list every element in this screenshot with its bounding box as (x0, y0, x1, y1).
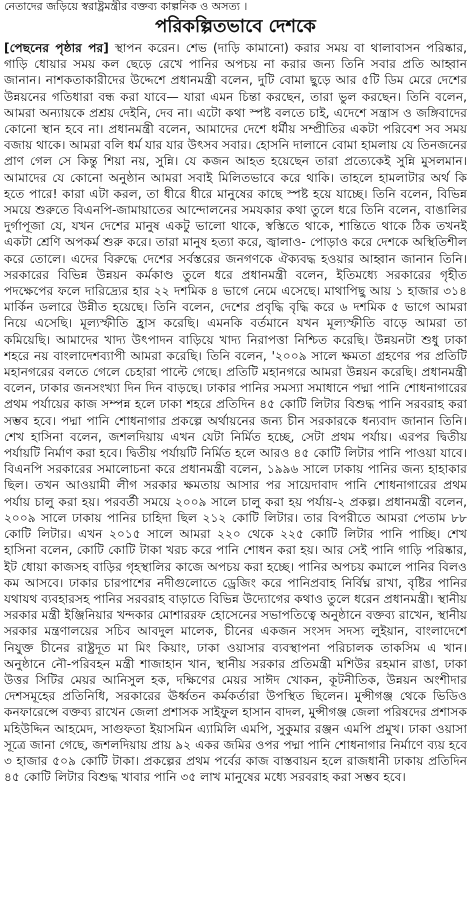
continued-from-label: [পেছনের পৃষ্ঠার পর] (4, 41, 109, 55)
previous-article-tail: নেতাদের জড়িয়ে স্বরাষ্ট্রমন্ত্রীর বক্তব্য কাল্পনিক ও অসত্য । (4, 0, 248, 13)
article-headline: পরিকল্পিতভাবে দেশকে (155, 16, 316, 37)
article-body (4, 40, 467, 913)
article-paragraph (4, 40, 467, 785)
article-text: স্থাপন করেন। শেভ (দাড়ি কামানো) করার সময় বা থালাবাসন পরিষ্কার, গাড়ি ধোয়ার সময় কল ছেড়ে রেখে পানির অপচয় না করার জন্য তিনি সবার প্রতি আহ্বান জানান। নাশকতাকারীদের উদ্দেশে প্রধানমন্ত্রী বলেন, দুটি বোমা ছুড়ে আর ৫টি ডিম মেরে দেশের উন্নয়নের গতিধারা বন্ধ করা যাবে— যারা এমন চিন্তা করছেন, তারা ভুল করছেন। তিনি বলেন, আমরা অন্যায়কে প্রশ্রয় দেইনি, দেব না। এটো কথা স্পষ্ট বলতে চাই, এদেশে সন্ত্রাস ও জঙ্গিবাদের কোনো স্থান হবে না। প্রধানমন্ত্রী বলেন, আমাদের দেশে ধর্মীয় সম্প্রীতির একটা পরিবেশ সব সময় বজায় থাকে। আমরা বলি ধর্ম যার যার উৎসব সবার। হোসনি দালানে বোমা হামলায় যে তিনজনের প্রাণ গেল সে কিন্তু শিয়া নয়, সুন্নি। যে কজন আহত হয়েছেন তারা প্রত্যেকেই সুন্নি মুসলমান। আমাদের যে কোনো অনুষ্ঠান আমরা সবাই মিলিতভাবে করে থাকি। তাহলে হামলাটার অর্থ কি হতে পারে! কারা এটা করল, তা ধীরে ধীরে মানুষের কাছে স্পষ্ট হয়ে যাচ্ছে। তিনি বলেন, বিভিন্ন সময়ে শুরুতে বিএনপি-জামায়াতের আন্দোলনের সমযকার কথা তুলে ধরে তিনি বলেন, বাঙালির দুর্গাপূজা যে, যখন দেশের মানুষ একটু ভালো থাকে, স্বস্তিতে থাকে, শান্তিতে থাকে ঠিক তখনই একটা শ্রেণি অপকর্ম শুরু করে। তারা মানুষ হত্যা করে, জ্বালাও- পোড়াও করে দেশকে অস্থিতিশীল করে তোলে। এদের বিরুদ্ধে দেশের সর্বস্তরের জনগণকে ঐক্যবদ্ধ হওয়ার আহ্বান জানান তিনি। সরকারের বিভিন্ন উন্নয়ন কর্মকাণ্ড তুলে ধরে প্রধানমন্ত্রী বলেন, ইতিমধ্যে সরকারের গৃহীত পদক্ষেপের ফলে দারিদ্র্যের হার ২২ দশমিক ৪ ভাগে নেমে এসেছে। মাথাপিছু আয় ১ হাজার ৩১৪ মার্কিন ডলারে উন্নীত হয়েছে। তিনি বলেন, দেশের প্রবৃদ্ধি বৃদ্ধি করে ৬ দশমিক ৫ ভাগে আমরা নিয়ে এসেছি। মূল্যস্ফীতি হ্রাস করেছি। এমনকি বর্তমানে যখন মূল্যস্ফীতি বাড়ে আমরা তা কমিয়েছি। আমাদের খাদ্য উৎপাদন বাড়িয়ে খাদ্য নিরাপত্তা নিশ্চিত করেছি। উন্নয়নটা শুধু ঢাকা শহরে নয় বাংলাদেশব্যাপী আমরা করেছি। তিনি বলেন, '২০০৯ সালে ক্ষমতা গ্রহণের পর প্রতিটি মহানগরের বলতে গেলে চেহারা পাল্টে গেছে। প্রতিটি মহানগরে আমরা উন্নয়ন করেছি। প্রধানমন্ত্রী বলেন, ঢাকার জনসংখ্যা দিন দিন বাড়ছে। ঢাকার পানির সমস্যা সমাধানে পদ্মা পানি শোধনাগারের প্রথম পর্যায়ের কাজ সম্পন্ন হলে ঢাকা শহরে প্রতিদিন ৪৫ কোটি লিটার বিশুদ্ধ পানি সরবরাহ করা সম্ভব হবে। পদ্মা পানি শোধনাগার প্রকল্পে অর্থায়নের জন্য চীন সরকারকে ধন্যবাদ জানান তিনি। শেখ হাসিনা বলেন, জশলদিয়ায় এখন যেটা নির্মিত হচ্ছে, সেটা প্রথম পর্যায়। এরপর দ্বিতীয় পর্যায়টি নির্মাণ করা হবে। দ্বিতীয় পর্যায়টি নির্মিত হলে আরও ৪৫ কোটি লিটার পানি পাওয়া যাবে। বিএনপি সরকারের সমালোচনা করে প্রধানমন্ত্রী বলেন, ১৯৯৬ সালে ঢাকায় পানির জন্য হাহাকার ছিল। তখন আওয়ামী লীগ সরকার ক্ষমতায় আসার পর সায়েদাবাদ পানি শোধনাগারের প্রথম পর্যায় চালু করা হয়। পরবর্তী সময়ে ২০০৯ সালে চালু করা হয় পর্যায়-২ প্রকল্প। প্রধানমন্ত্রী বলেন, ২০০৯ সালে ঢাকায় পানির চাহিদা ছিল ২১২ কোটি লিটার। তার বিপরীতে আমরা পেতাম ৮৮ কোটি লিটার। এখন ২০১৫ সালে আমরা ২২০ থেকে ২২৫ কোটি লিটার পানি পাচ্ছি। শেখ হাসিনা বলেন, কোটি কোটি টাকা খরচ করে পানি শোধন করা হয়। আর সেই পানি গাড়ি পরিষ্কার, ইট ধোয়া কাজসহ বাড়ির গৃহস্থালির কাজে অপচয় করা হচ্ছে। পানির অপচয় কমালে পানির বিলও কম আসবে। ঢাকার চারপাশের নদীগুলোতে ড্রেজিং করে পানিপ্রবাহ নির্বিঘ্ন রাখা, বৃষ্টির পানির যথাযথ ব্যবহারসহ পানির সরবরাহ বাড়াতে বিভিন্ন উদ্যোগের কথাও তুলে ধরেন প্রধানমন্ত্রী। স্থানীয় সরকার মন্ত্রী ইঞ্জিনিয়ার খন্দকার মোশাররফ হোসেনের সভাপতিত্বে অনুষ্ঠানে বক্তব্য রাখেন, স্থানীয় সরকার মন্ত্রণালয়ের সচিব আবদুল মালেক, চীনের একজন সংসদ সদস্য লুইয়ান, বাংলাদেশে নিযুক্ত চীনের রাষ্ট্রদূত মা মিং কিয়াং, ঢাকা ওয়াসার ব্যবস্থাপনা পরিচালক তাকসিম এ খান। অনুষ্ঠানে নৌ-পরিবহন মন্ত্রী শাজাহান খান, স্থানীয় সরকার প্রতিমন্ত্রী মশিউর রহমান রাঙা, ঢাকা উত্তর সিটির মেয়র আনিসুল হক, দক্ষিণের মেয়র সাঈদ খোকন, কূটনীতিক, উন্নয়ন অংশীদার দেশসমূহের প্রতিনিধি, সরকারের ঊর্ধ্বতন কর্মকর্তারা উপস্থিত ছিলেন। মুন্সীগঞ্জ থেকে ভিডিও কনফারেন্সে বক্তব্য রাখেন জেলা প্রশাসক সাইফুল হাসান বাদল, মুন্সীগঞ্জ জেলা পরিষদের প্রশাসক মহিউদ্দিন আহমেদ, সাগুফতা ইয়াসমিন এ্যামিলি এমপি, সুকুমার রঞ্জন এমপি প্রমুখ। ঢাকা ওয়াসা সূত্রে জানা গেছে, জশলদিয়ায় প্রায় ৯২ একর জমির ওপর পদ্মা পানি শোধনাগার নির্মাণে ব্যয় হবে ৩ হাজার ৫০৯ কোটি টাকা। প্রকল্পের প্রথম পর্বের কাজ বাস্তবায়ন হলে রাজধানী ঢাকায় প্রতিদিন ৪৫ কোটি লিটার বিশুদ্ধ খাবার পানি ৩৫ লাখ মানুষের মধ্যে সরবরাহ করা সম্ভব হবে। (4, 41, 467, 785)
